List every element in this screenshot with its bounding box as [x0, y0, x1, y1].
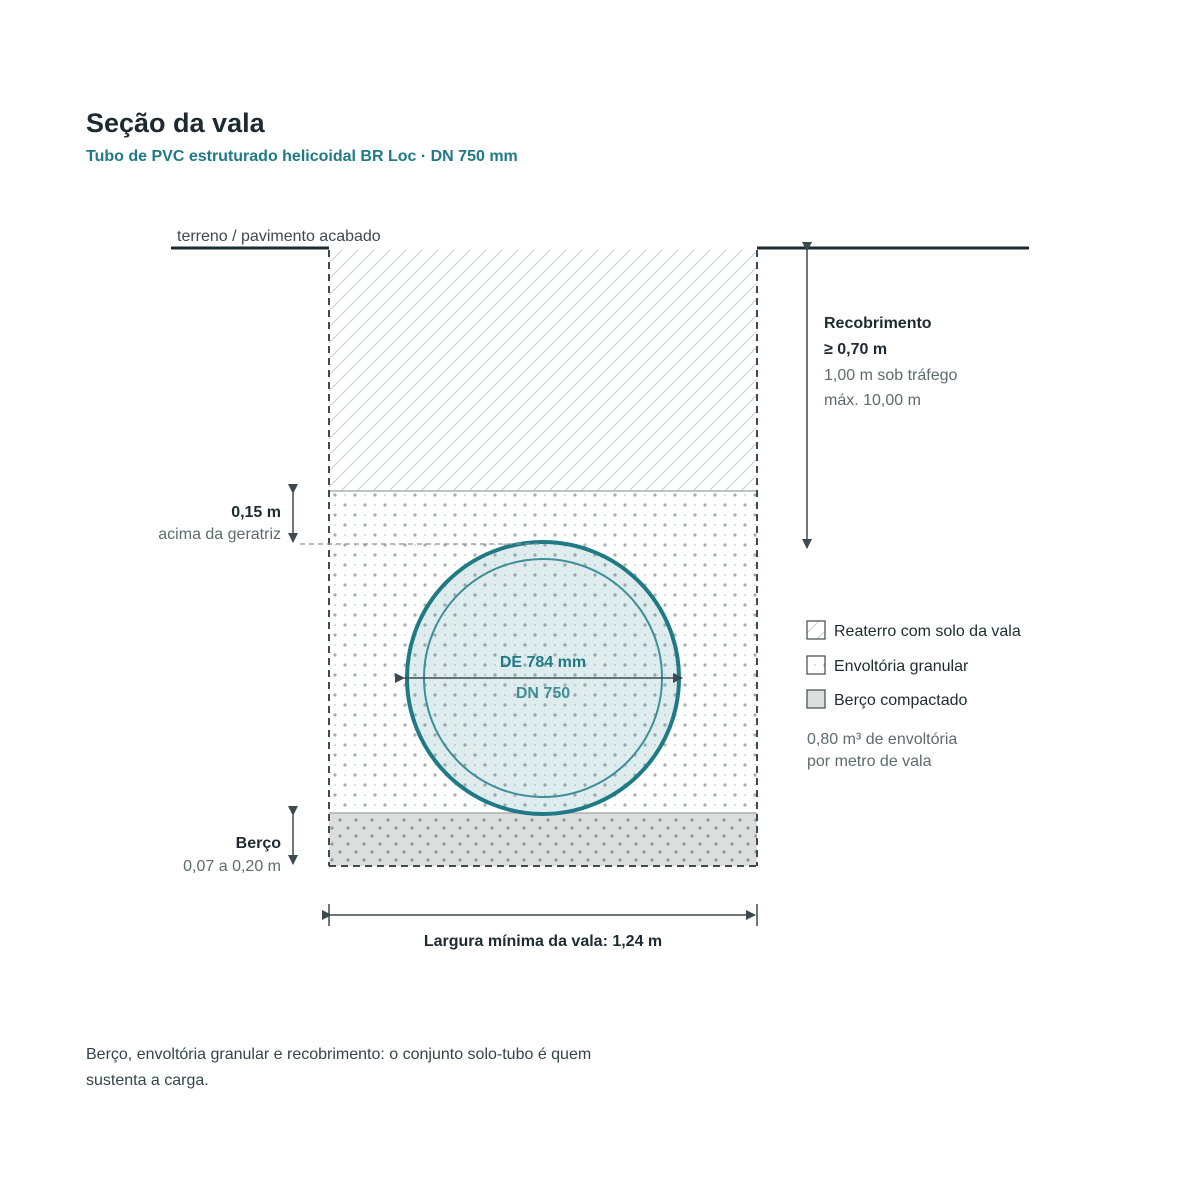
volume-note-line-2: por metro de vala	[807, 753, 932, 770]
legend-label-envelope: Envoltória granular	[834, 658, 969, 675]
legend-swatch-bedding	[807, 690, 825, 708]
bedding-range: 0,07 a 0,20 m	[183, 858, 281, 875]
legend	[807, 621, 1021, 709]
cover-min: ≥ 0,70 m	[824, 341, 888, 358]
envelope-above-value: 0,15 m	[231, 504, 281, 521]
bedding-zone	[329, 813, 757, 866]
legend-swatch-envelope	[807, 656, 825, 674]
cover-title: Recobrimento	[824, 315, 932, 332]
pipe-inner-label: DN 750	[515, 685, 571, 702]
legend-label-backfill: Reaterro com solo da vala	[834, 623, 1021, 640]
volume-note-line-1: 0,80 m³ de envoltória	[807, 731, 958, 748]
backfill-zone	[329, 250, 757, 491]
page-subtitle: Tubo de PVC estruturado helicoidal BR Loc · DN 750 mm	[86, 148, 518, 165]
footnote: Berço, envoltória granular e recobrimento: o conjunto solo-tubo é quem sustenta a carga.	[86, 1046, 592, 1089]
pipe-outer-label: DE 784 mm	[499, 654, 587, 671]
page-title: Seção da vala	[86, 108, 265, 138]
cover-max: máx. 10,00 m	[824, 392, 921, 409]
envelope-above-note: acima da geratriz	[158, 526, 281, 543]
bedding-title: Berço	[235, 835, 281, 852]
ground-label: terreno / pavimento acabado	[177, 228, 381, 245]
cover-traffic: 1,00 m sob tráfego	[824, 367, 958, 384]
legend-label-bedding: Berço compactado	[834, 692, 968, 709]
legend-swatch-backfill	[807, 621, 825, 639]
trench-width-label: Largura mínima da vala: 1,24 m	[423, 933, 663, 950]
